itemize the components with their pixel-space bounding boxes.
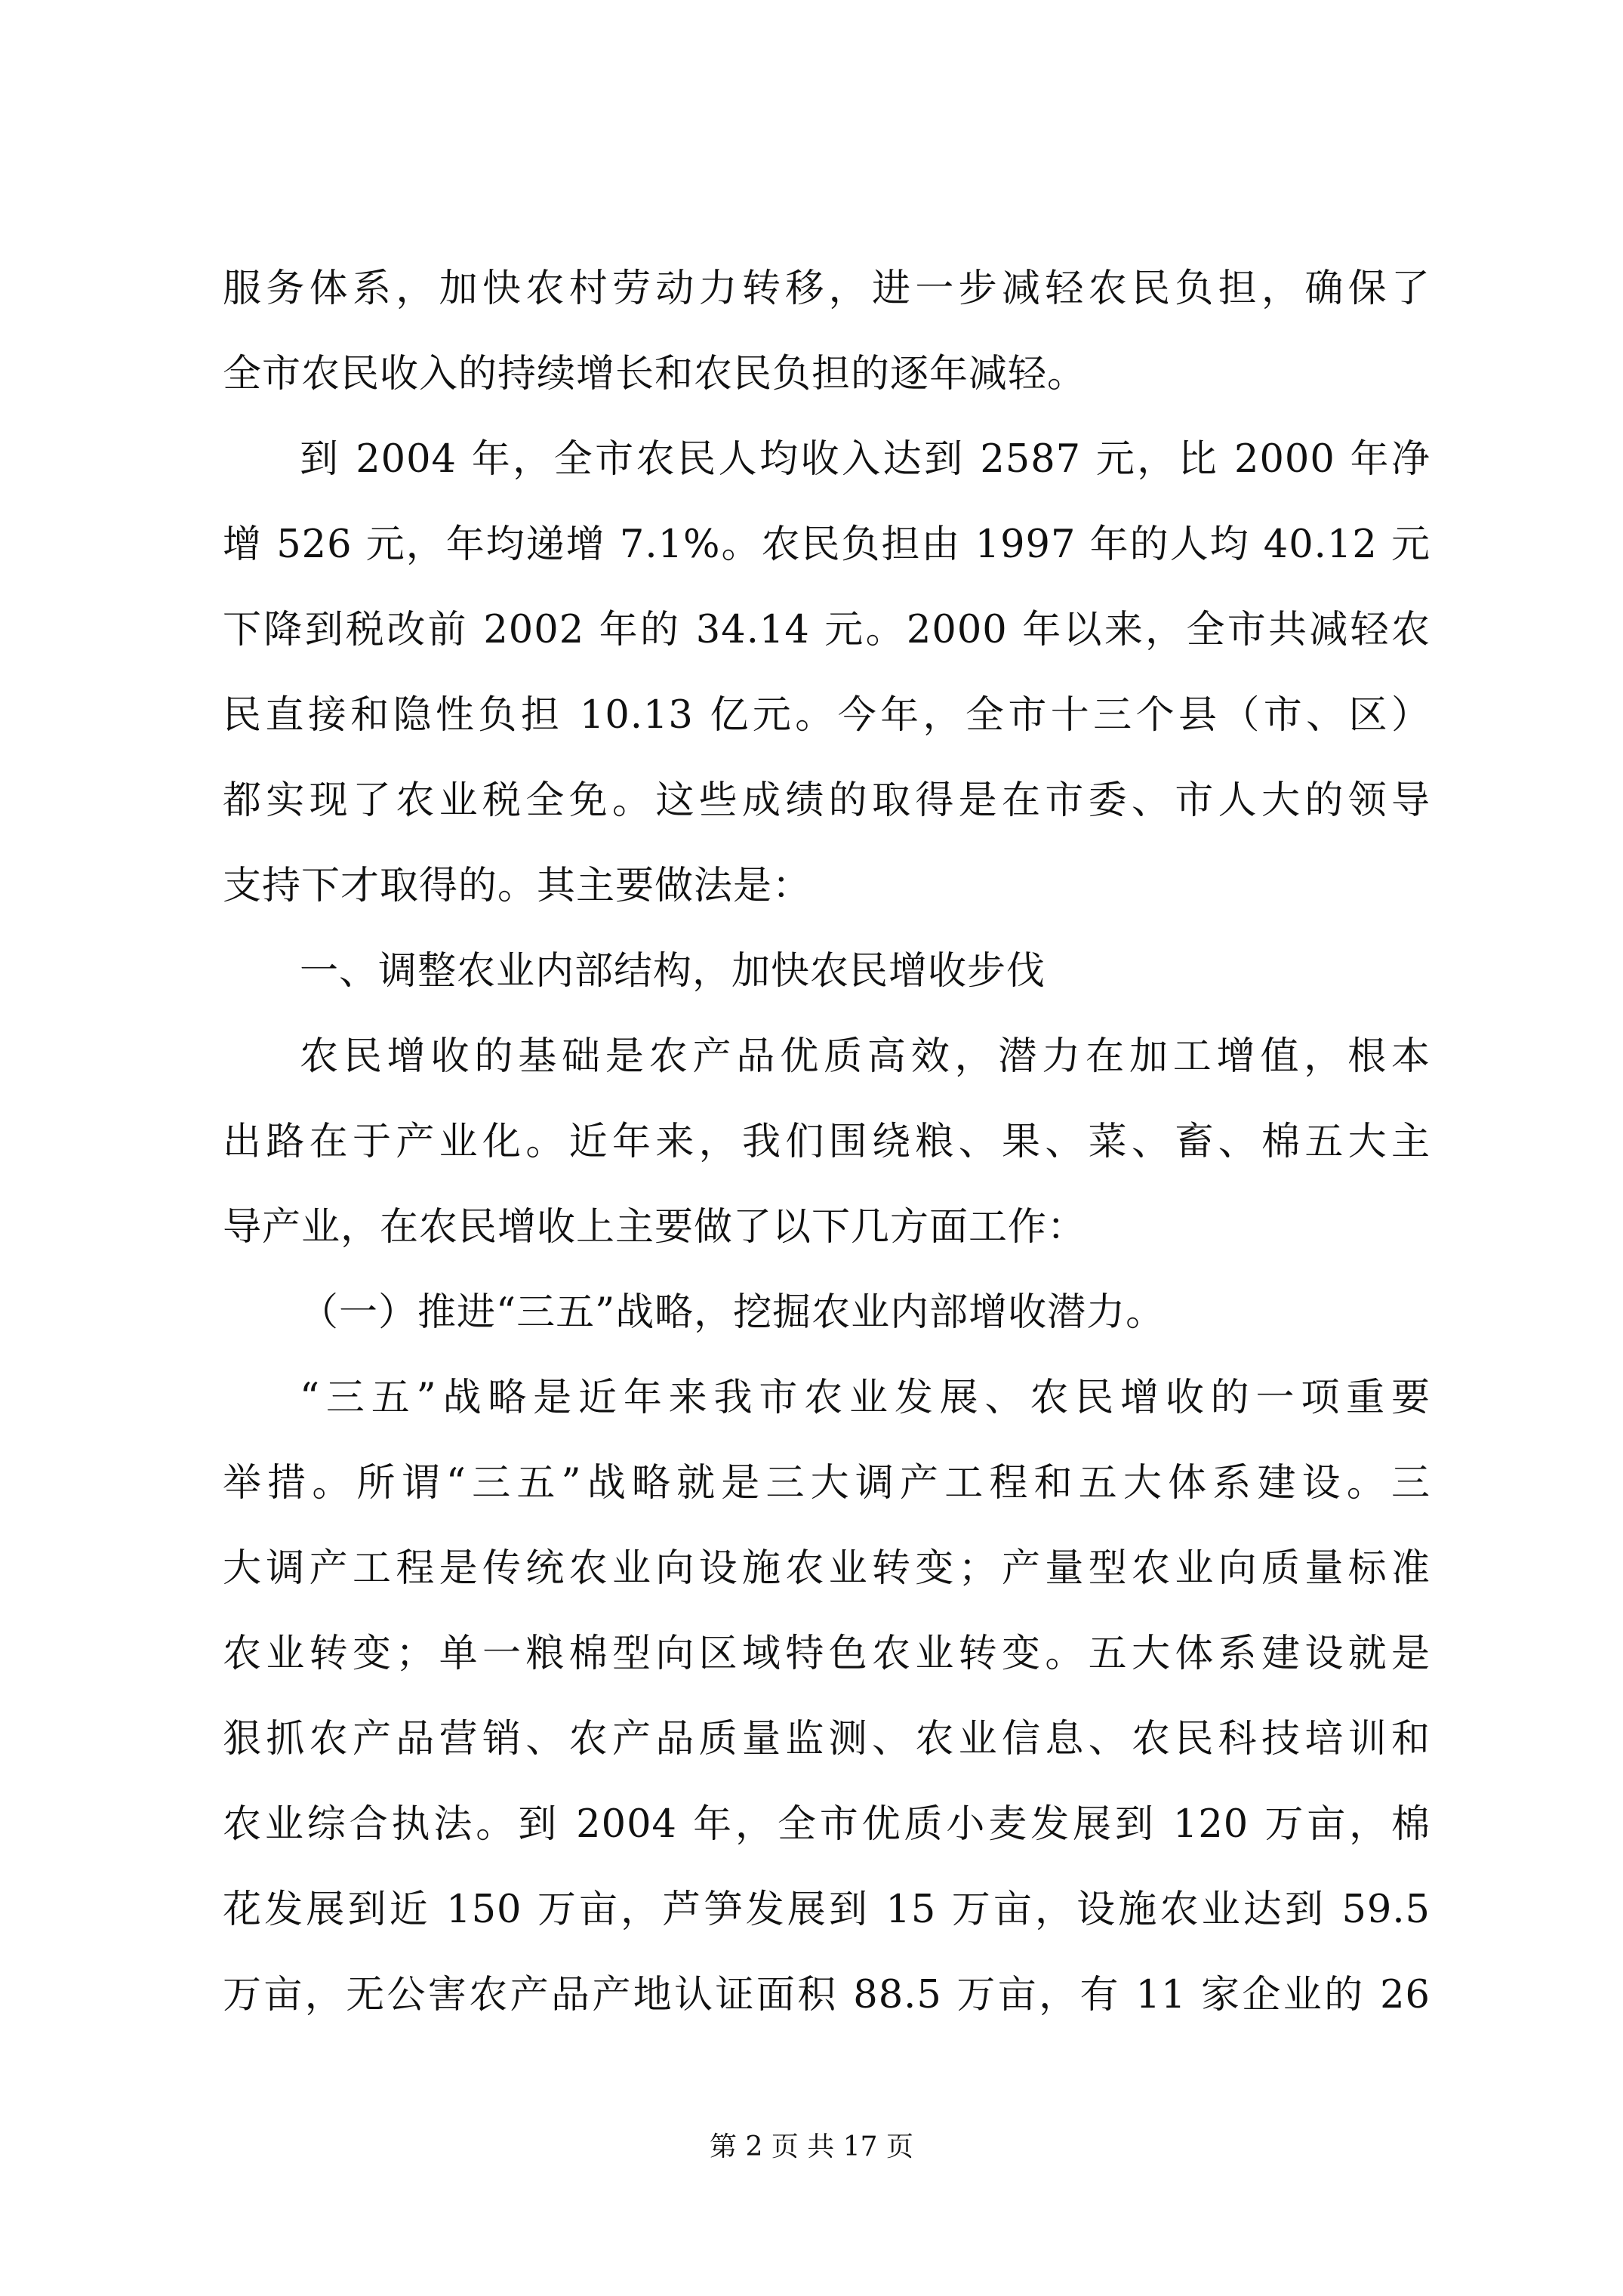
text-line-5: 下降到税改前 2002 年的 34.14 元。2000 年以来，全市共减轻农	[223, 608, 1431, 652]
subsection-heading: （一）推进“三五”战略，挖掘农业内部增收潜力。	[300, 1290, 1166, 1335]
text-line-6: 民直接和隐性负担 10.13 亿元。今年，全市十三个县（市、区）	[223, 693, 1431, 738]
section-heading: 一、调整农业内部结构，加快农民增收步伐	[300, 949, 1046, 994]
text-line-3: 到 2004 年，全市农民人均收入达到 2587 元，比 2000 年净	[300, 437, 1431, 482]
text-line-1: 服务体系，加快农村劳动力转移，进一步减轻农民负担，确保了	[223, 267, 1431, 311]
text-line-20: 花发展到近 150 万亩，芦笋发展到 15 万亩，设施农业达到 59.5	[223, 1888, 1431, 1932]
text-line-14: “三五”战略是近年来我市农业发展、农民增收的一项重要	[300, 1376, 1431, 1420]
page-footer	[0, 2125, 1623, 2164]
text-line-8: 支持下才取得的。其主要做法是：	[223, 864, 812, 908]
text-line-2: 全市农民收入的持续增长和农民负担的逐年减轻。	[223, 352, 1087, 396]
text-line-16: 大调产工程是传统农业向设施农业转变；产量型农业向质量标准	[223, 1546, 1431, 1591]
text-line-11: 出路在于产业化。近年来，我们围绕粮、果、菜、畜、棉五大主	[223, 1120, 1431, 1164]
text-line-10: 农民增收的基础是农产品优质高效，潜力在加工增值，根本	[300, 1034, 1431, 1079]
text-line-7: 都实现了农业税全免。这些成绩的取得是在市委、市人大的领导	[223, 778, 1431, 823]
page-number-label: 第 2 页 共 17 页	[710, 2131, 913, 2162]
text-line-21: 万亩，无公害农产品产地认证面积 88.5 万亩，有 11 家企业的 26	[223, 1973, 1431, 2017]
text-line-15: 举措。所谓“三五”战略就是三大调产工程和五大体系建设。三	[223, 1461, 1431, 1505]
document-body	[223, 246, 1431, 2038]
text-line-19: 农业综合执法。到 2004 年，全市优质小麦发展到 120 万亩，棉	[223, 1802, 1431, 1847]
text-line-17: 农业转变；单一粮棉型向区域特色农业转变。五大体系建设就是	[223, 1632, 1431, 1676]
text-line-4: 增 526 元，年均递增 7.1%。农民负担由 1997 年的人均 40.12 元	[223, 522, 1431, 567]
text-line-18: 狠抓农产品营销、农产品质量监测、农业信息、农民科技培训和	[223, 1717, 1431, 1761]
text-line-12: 导产业，在农民增收上主要做了以下几方面工作：	[223, 1205, 1087, 1250]
